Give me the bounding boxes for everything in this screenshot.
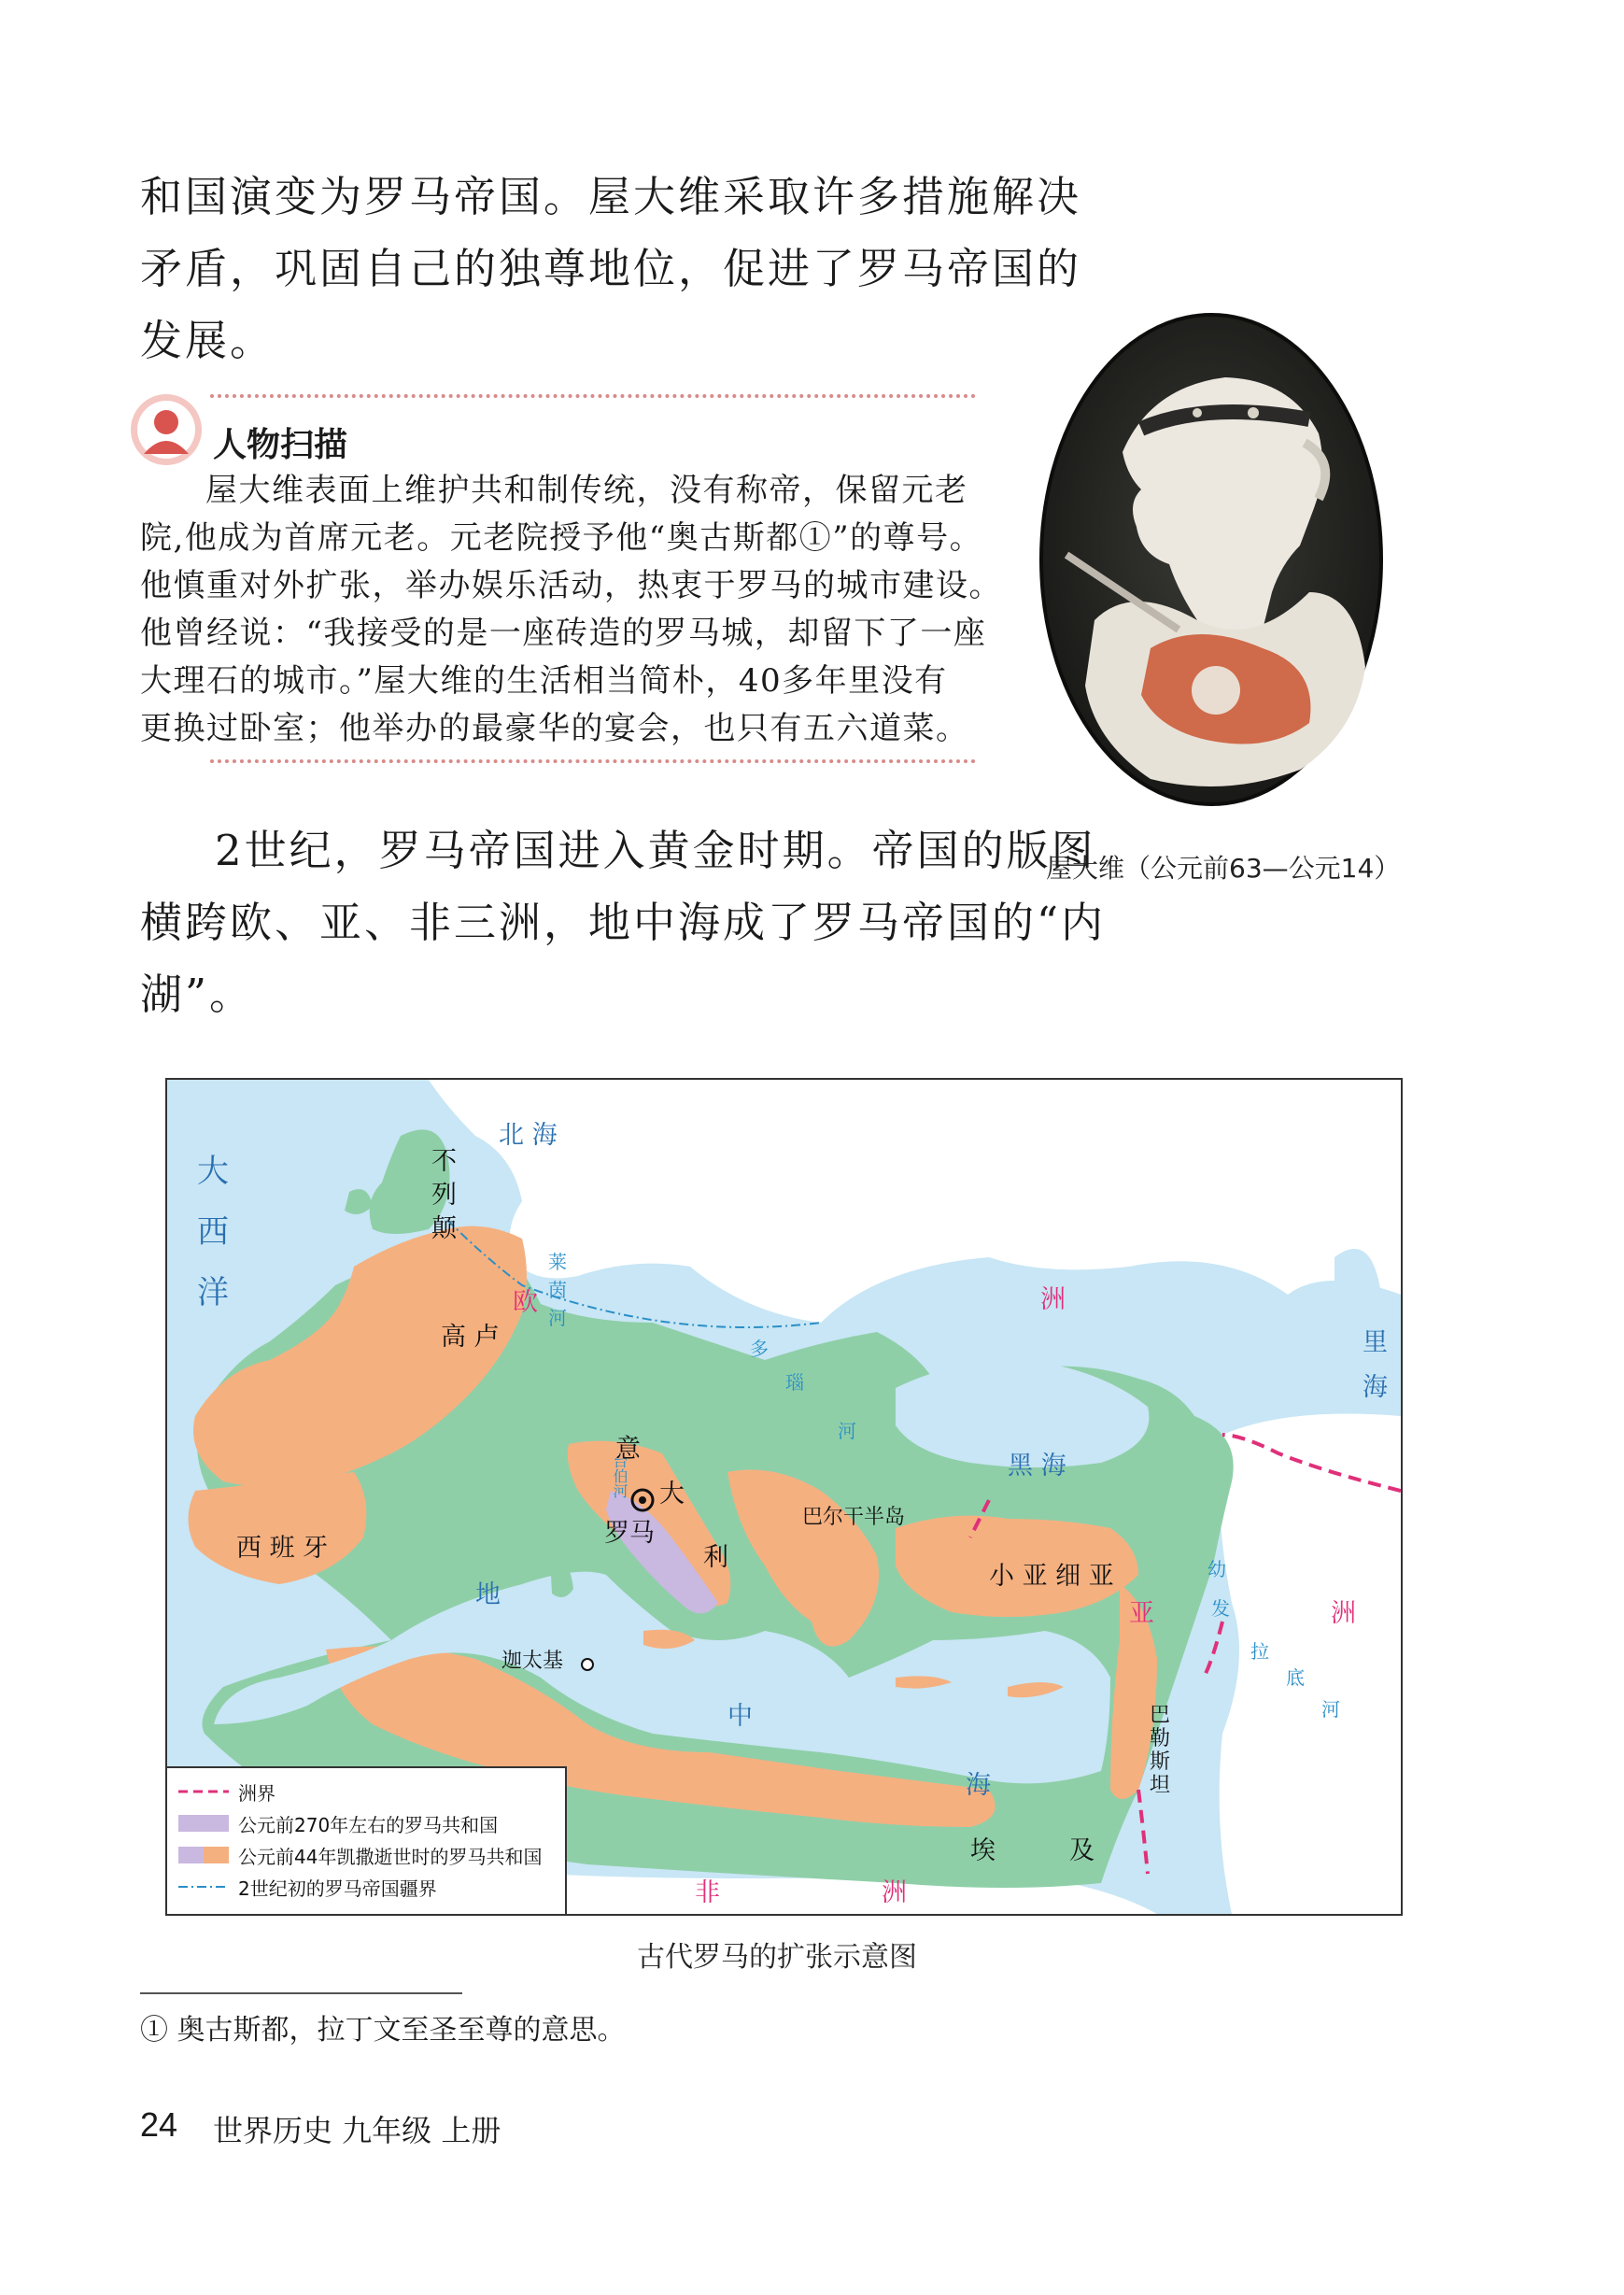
rhine-char: 河	[548, 1307, 567, 1329]
asia-label-1: 亚	[1129, 1599, 1154, 1628]
footnote: ① 奥古斯都，拉丁文至圣至尊的意思。	[140, 2014, 626, 2047]
book-title: 世界历史 九年级 上册	[213, 2113, 501, 2148]
caspian-label	[1363, 1321, 1388, 1410]
roman-expansion-map	[165, 1078, 1403, 1916]
danube-label-2: 瑙	[785, 1371, 804, 1394]
legend-row-republic-44bc	[178, 1839, 565, 1871]
map-caption: 古代罗马的扩张示意图	[637, 1941, 917, 1974]
euphrates-label-5: 河	[1321, 1698, 1340, 1721]
box-line: 他慎重对外扩张，举办娱乐活动，热衷于罗马的城市建设。	[140, 567, 1002, 604]
egypt-label-2: 及	[1069, 1836, 1094, 1865]
britain-char: 颠	[431, 1214, 457, 1243]
legend-row-empire-frontier	[178, 1871, 565, 1903]
palestine-char: 斯	[1150, 1750, 1171, 1774]
italy-label-1: 意	[615, 1435, 641, 1464]
map-legend	[167, 1766, 567, 1914]
legend-row-republic-270bc	[178, 1807, 565, 1839]
danube-label-1: 多	[750, 1338, 769, 1360]
footnote-divider	[140, 1992, 462, 1994]
rhine-char: 莱	[548, 1251, 567, 1273]
caspian-char: 海	[1363, 1373, 1388, 1402]
asia-label-2: 洲	[1331, 1599, 1356, 1628]
italy-label-2: 大	[659, 1480, 685, 1509]
paragraph-line: 矛盾，巩固自己的独尊地位，促进了罗马帝国的	[140, 244, 1082, 293]
person-scan-icon	[129, 392, 204, 467]
atlantic-char: 西	[197, 1213, 229, 1251]
africa-label-1: 非	[695, 1878, 720, 1907]
britain-char: 不	[431, 1147, 457, 1176]
palestine-label	[1150, 1704, 1170, 1797]
caspian-char: 里	[1363, 1328, 1388, 1357]
box-line: 大理石的城市。”屋大维的生活相当简朴，40多年里没有	[140, 662, 948, 700]
person-scan-text	[140, 467, 1002, 753]
danube-label-3: 河	[838, 1420, 856, 1442]
spain-label: 西 班 牙	[236, 1534, 329, 1563]
euphrates-label-1: 幼	[1207, 1558, 1226, 1580]
gaul-label: 高 卢	[441, 1323, 500, 1352]
box-top-divider	[210, 394, 976, 398]
intro-paragraph	[140, 161, 1082, 376]
africa-label-2: 洲	[882, 1878, 907, 1907]
europe-label-2: 洲	[1040, 1285, 1066, 1314]
atlantic-label	[197, 1141, 229, 1324]
atlantic-char: 洋	[197, 1274, 229, 1311]
box-line: 他曾经说：“我接受的是一座砖造的罗马城，却留下了一座	[140, 615, 987, 652]
paragraph-line: 湖”。	[140, 970, 255, 1019]
palestine-char: 巴	[1150, 1704, 1171, 1727]
rhine-label	[548, 1248, 567, 1332]
asia-minor-label: 小 亚 细 亚	[989, 1562, 1114, 1591]
tiber-label: 台伯河	[611, 1453, 628, 1498]
mediterranean-label-2: 中	[727, 1702, 753, 1731]
balkans-label: 巴尔干半岛	[802, 1506, 906, 1529]
euphrates-label-3: 拉	[1250, 1640, 1269, 1663]
golden-age-paragraph	[140, 815, 1107, 1030]
legend-label: 2世纪初的罗马帝国疆界	[238, 1877, 437, 1900]
rome-label: 罗马	[604, 1519, 655, 1548]
box-bottom-divider	[210, 759, 976, 763]
legend-label: 公元前270年左右的罗马共和国	[238, 1813, 499, 1836]
page-number: 24	[140, 2105, 178, 2144]
box-line: 更换过卧室；他举办的最豪华的宴会，也只有五六道菜。	[140, 710, 969, 747]
paragraph-line: 横跨欧、亚、非三洲，地中海成了罗马帝国的“内	[140, 898, 1107, 947]
mediterranean-label-3: 海	[966, 1771, 991, 1800]
portrait-caption: 屋大维（公元前63—公元14）	[1046, 853, 1401, 884]
atlantic-char: 大	[197, 1153, 229, 1190]
carthage-label: 迦太基	[501, 1650, 564, 1673]
box-line: 屋大维表面上维护共和制传统，没有称帝，保留元老	[205, 472, 968, 509]
legend-label: 公元前44年凯撒逝世时的罗马共和国	[238, 1845, 543, 1868]
legend-row-continent-boundary	[178, 1776, 565, 1807]
euphrates-label-4: 底	[1286, 1666, 1305, 1689]
europe-label-1: 欧	[513, 1288, 538, 1317]
italy-label-3: 利	[703, 1543, 728, 1572]
paragraph-line: 发展。	[140, 316, 275, 365]
paragraph-line: 2世纪，罗马帝国进入黄金时期。帝国的版图	[215, 826, 1096, 875]
palestine-char: 坦	[1150, 1774, 1171, 1797]
egypt-label-1: 埃	[970, 1836, 996, 1865]
person-scan-title: 人物扫描	[213, 426, 348, 464]
rhine-char: 茵	[548, 1279, 567, 1301]
britain-label	[431, 1145, 457, 1246]
paragraph-line: 和国演变为罗马帝国。屋大维采取许多措施解决	[140, 172, 1082, 221]
black-sea-label: 黑 海	[1008, 1452, 1066, 1480]
box-line: 院,他成为首席元老。元老院授予他“奥古斯都①”的尊号。	[140, 519, 983, 557]
palestine-char: 勒	[1150, 1727, 1171, 1750]
north-sea-label: 北 海	[499, 1121, 558, 1150]
britain-char: 列	[431, 1181, 457, 1210]
euphrates-label-2: 发	[1211, 1597, 1230, 1620]
legend-label: 洲界	[238, 1781, 275, 1805]
octavian-cameo-image	[1038, 312, 1384, 807]
mediterranean-label-1: 地	[475, 1580, 501, 1609]
